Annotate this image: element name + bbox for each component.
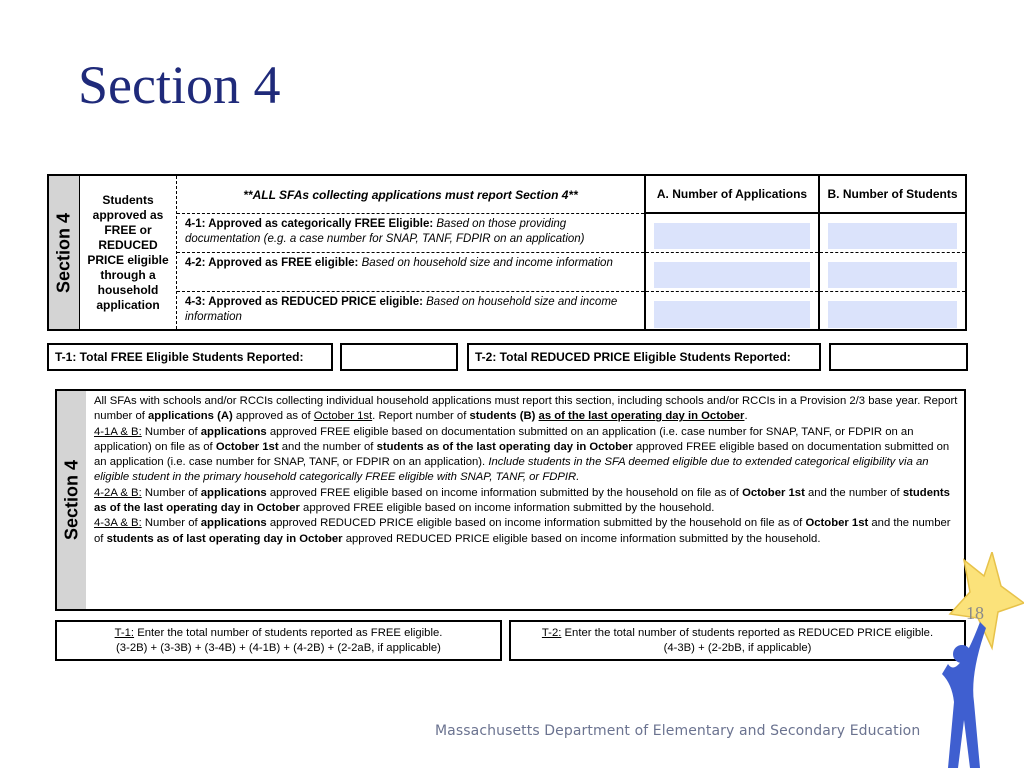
- t1-instruction-box: [55, 620, 502, 661]
- row-detail: Based on those providing documentation (e.g. a case number for SNAP, TANF, FDPIR on an application): [185, 218, 585, 245]
- text: and the number of: [94, 517, 951, 545]
- instructions-4-1: [94, 425, 958, 486]
- page-number: 18: [966, 603, 984, 623]
- text-bold: applications: [200, 425, 267, 438]
- text: approved REDUCED PRICE eligible based on income information submitted by the household.: [342, 532, 821, 545]
- t2-instruction-line: [511, 626, 964, 641]
- t2-instruction-box: [509, 620, 966, 661]
- text-bold: students (B): [469, 410, 536, 423]
- text-bold: applications: [200, 517, 267, 530]
- t2-total-input[interactable]: [829, 343, 968, 371]
- footer-text: Massachusetts Department of Elementary and Secondary Education: [435, 723, 921, 739]
- star-person-illustration: [940, 552, 1024, 768]
- cell-4-3a: [646, 292, 818, 331]
- text-bold: students as of the last operating day in October: [94, 486, 950, 515]
- row-4-3-description: [177, 292, 644, 331]
- text: . Report number of: [372, 410, 470, 423]
- instructions-box: [55, 389, 966, 611]
- column-a-header: A. Number of Applications: [646, 176, 818, 214]
- text-bold: applications (A): [148, 410, 233, 423]
- instructions-4-2: [94, 486, 958, 517]
- text: Number of: [141, 486, 201, 499]
- report-note: **ALL SFAs collecting applications must report Section 4**: [177, 176, 644, 214]
- row-label: 4-3: Approved as REDUCED PRICE eligible:: [185, 296, 423, 308]
- t1-total-label: T-1: Total FREE Eligible Students Reported:: [47, 343, 333, 371]
- text: approved REDUCED PRICE eligible based on income information submitted by the household on file as of: [266, 517, 806, 530]
- input-4-3b[interactable]: [828, 301, 957, 328]
- input-4-2b[interactable]: [828, 262, 957, 288]
- row-detail: Based on household size and income information: [361, 257, 613, 269]
- t1-total-input[interactable]: [340, 343, 458, 371]
- slide-title: Section 4: [78, 55, 281, 115]
- text: and the number of: [804, 486, 903, 499]
- text: and the number of: [278, 440, 377, 453]
- text: Number of: [141, 425, 201, 438]
- cell-4-1b: [820, 214, 965, 253]
- key-label: T-2:: [541, 627, 562, 639]
- instructions-text: [94, 394, 958, 547]
- text-bold: October 1st: [215, 440, 279, 453]
- text: Enter the total number of students reported as FREE eligible.: [134, 627, 443, 639]
- text-bold: applications: [200, 486, 267, 499]
- person-icon: [942, 622, 986, 768]
- cell-4-2a: [646, 253, 818, 292]
- t2-formula: (4-3B) + (2-2bB, if applicable): [663, 642, 812, 654]
- text-bold-underline: as of the last operating day in October: [538, 410, 745, 423]
- cell-4-2b: [820, 253, 965, 292]
- text: Enter the total number of students reported as REDUCED PRICE eligible.: [561, 627, 934, 639]
- key-label: T-1:: [114, 627, 135, 639]
- text: approved FREE eligible based on documentation submitted on an application (i.e. case number for SNAP, TANF, or FDPIR on an application) on file as of: [94, 425, 914, 453]
- students-heading: Students approved as FREE or REDUCED PRICE eligible through a household application: [80, 176, 177, 329]
- text-bold: students as of last operating day in October: [106, 532, 343, 545]
- description-column: [177, 176, 646, 329]
- applications-column: [646, 176, 820, 329]
- key-label: 4-1A & B:: [94, 425, 142, 438]
- row-4-1-description: [177, 214, 644, 253]
- row-detail: Based on household size and income information: [185, 296, 618, 323]
- instructions-4-3: [94, 516, 958, 547]
- t1-formula: (3-2B) + (3-3B) + (3-4B) + (4-1B) + (4-2B) + (2-2aB, if applicable): [116, 642, 441, 654]
- text-bold: October 1st: [742, 486, 805, 499]
- column-b-header: B. Number of Students: [820, 176, 965, 214]
- cell-4-3b: [820, 292, 965, 331]
- text: approved as of: [232, 410, 314, 423]
- text: .: [744, 410, 748, 423]
- text: approved FREE eligible based on documentation submitted on an application (i.e. case number for SNAP, TANF, or FDPIR on an application).: [94, 440, 950, 469]
- key-label: 4-2A & B:: [94, 486, 142, 499]
- students-column: [820, 176, 965, 329]
- input-4-1b[interactable]: [828, 223, 957, 249]
- t2-total-label: T-2: Total REDUCED PRICE Eligible Students Reported:: [467, 343, 821, 371]
- row-label: 4-2: Approved as FREE eligible:: [185, 257, 359, 269]
- text-underline: October 1st: [313, 410, 373, 423]
- text-bold: students as of the last operating day in October: [376, 440, 633, 453]
- instructions-side-bar: [57, 391, 86, 609]
- text-bold: October 1st: [805, 517, 869, 530]
- section-side-bar: [49, 176, 80, 329]
- section-4-form-table: [47, 174, 967, 331]
- row-4-2-description: [177, 253, 644, 292]
- input-4-2a[interactable]: [654, 262, 810, 288]
- row-label: 4-1: Approved as categorically FREE Eligible:: [185, 218, 434, 230]
- section-side-label: Section 4: [53, 212, 74, 293]
- instructions-intro: [94, 394, 958, 425]
- cell-4-1a: [646, 214, 818, 253]
- instructions-side-label: Section 4: [61, 459, 81, 541]
- t1-instruction-line: [57, 626, 500, 641]
- star-icon: [950, 552, 1024, 648]
- text-italic: Include students in the SFA deemed eligible due to extended categorical eligibility via an eligible student in the primary household categorically FREE eligible with SNAP, TANF, or FDPIR.: [94, 456, 929, 484]
- text: Number of: [141, 517, 201, 530]
- input-4-1a[interactable]: [654, 223, 810, 249]
- input-4-3a[interactable]: [654, 301, 810, 328]
- key-label: 4-3A & B:: [94, 517, 142, 530]
- text: All SFAs with schools and/or RCCIs collecting individual household applications must report this section, including schools and/or RCCIs in a Provision 2/3 base year. Report number of: [94, 395, 958, 423]
- text: approved FREE eligible based on income information submitted by the household on file as of: [266, 486, 743, 499]
- text: approved FREE eligible based on income information submitted by the household.: [299, 502, 715, 515]
